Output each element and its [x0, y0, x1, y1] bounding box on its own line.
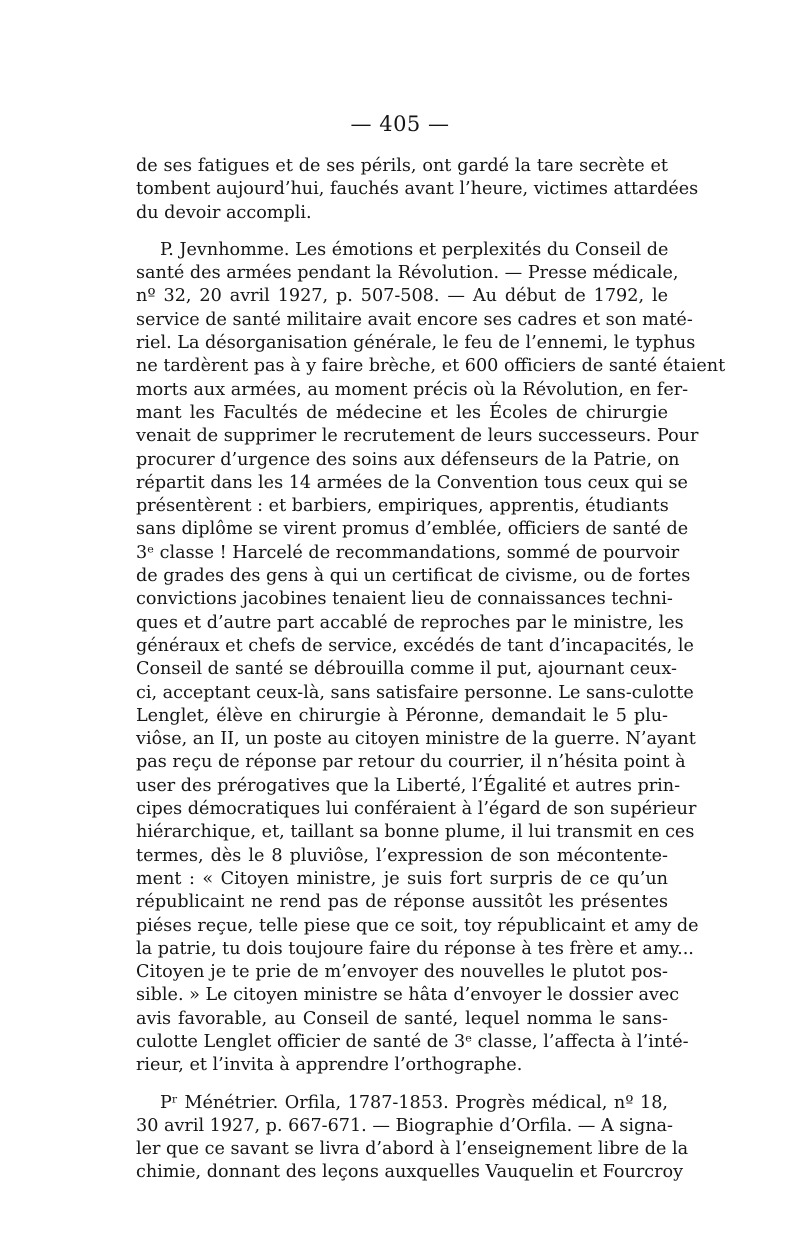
paragraph-2: [136, 239, 726, 1078]
text-line: généraux et chefs de service, excédés de tant d’incapacités, le: [136, 635, 694, 656]
text-line: Lenglet, élève en chirurgie à Péronne, demandait le 5 plu-: [136, 705, 668, 726]
text-line: ne tardèrent pas à y faire brèche, et 600 officiers de santé étaient: [136, 356, 726, 377]
text-line: hiérarchique, et, taillant sa bonne plume, il lui transmit en ces: [136, 822, 695, 843]
text-line: riel. La désorganisation générale, le feu de l’ennemi, le typhus: [136, 333, 696, 354]
text-line: termes, dès le 8 pluviôse, l’expression de son mécontente-: [136, 845, 668, 866]
text-line: ci, acceptant ceux-là, sans satisfaire personne. Le sans-culotte: [136, 682, 694, 703]
text-line: morts aux armées, au moment précis où la Révolution, en fer-: [136, 379, 689, 400]
text-line: sible. » Le citoyen ministre se hâta d’envoyer le dossier avec: [136, 985, 680, 1006]
page-number: — 405 —: [350, 112, 450, 136]
text-line: procurer d’urgence des soins aux défenseurs de la Patrie, on: [136, 449, 680, 470]
text-line: ler que ce savant se livra d’abord à l’enseignement libre de la: [136, 1139, 689, 1160]
text-line: culotte Lenglet officier de santé de 3ᵉ classe, l’affecta à l’inté-: [136, 1031, 689, 1052]
text-line: la patrie, tu dois toujoure faire du réponse à tes frère et amy...: [136, 938, 694, 959]
text-line: de grades des gens à qui un certificat de civisme, ou de fortes: [136, 566, 691, 587]
text-line: Pʳ Ménétrier. Orfila, 1787-1853. Progrès médical, nº 18,: [160, 1092, 668, 1113]
text-line: de ses fatigues et de ses périls, ont gardé la tare secrète et: [136, 156, 668, 176]
text-line: pas reçu de réponse par retour du courrier, il n’hésita point à: [136, 752, 686, 773]
paragraph-1: [136, 155, 699, 225]
text-line: du devoir accompli.: [136, 202, 312, 223]
body-text: [136, 155, 726, 1185]
text-line: 30 avril 1927, p. 667-671. — Biographie d’Orfila. — A signa-: [136, 1115, 673, 1136]
text-line: ques et d’autre part accablé de reproches par le ministre, les: [136, 612, 684, 633]
text-line: cipes démocratiques lui conféraient à l’égard de son supérieur: [136, 799, 697, 820]
text-line: républicaint ne rend pas de réponse aussitôt les présentes: [136, 892, 668, 913]
text-line: service de santé militaire avait encore ses cadres et son maté-: [136, 309, 693, 330]
text-line: Conseil de santé se débrouilla comme il put, ajournant ceux-: [136, 659, 677, 680]
text-line: avis favorable, au Conseil de santé, lequel nomma le sans-: [136, 1008, 668, 1029]
text-line: 3ᵉ classe ! Harcelé de recommandations, sommé de pourvoir: [136, 542, 680, 563]
text-line: sans diplôme se virent promus d’emblée, officiers de santé de: [136, 519, 689, 540]
text-line: venait de supprimer le recrutement de leurs successeurs. Pour: [136, 426, 699, 447]
text-line: santé des armées pendant la Révolution. — Presse médicale,: [136, 263, 679, 284]
text-line: ment : « Citoyen ministre, je suis fort surpris de ce qu’un: [136, 868, 668, 889]
text-line: Citoyen je te prie de m’envoyer des nouvelles le plutot pos-: [136, 962, 668, 983]
text-line: user des prérogatives que la Liberté, l’Égalité et autres prin-: [136, 775, 681, 796]
text-line: rieur, et l’invita à apprendre l’orthographe.: [136, 1055, 523, 1076]
text-line: chimie, donnant des leçons auxquelles Vauquelin et Fourcroy: [136, 1162, 684, 1183]
text-line: P. Jevnhomme. Les émotions et perplexités du Conseil de: [160, 239, 669, 260]
text-line: viôse, an II, un poste au citoyen ministre de la guerre. N’ayant: [136, 729, 696, 750]
text-line: répartit dans les 14 armées de la Convention tous ceux qui se: [136, 472, 688, 493]
text-line: présentèrent : et barbiers, empiriques, apprentis, étudiants: [136, 496, 669, 517]
paragraph-gap: [136, 1078, 668, 1092]
text-line: convictions jacobines tenaient lieu de connaissances techni-: [136, 589, 673, 610]
text-line: piéses reçue, telle piese que ce soit, toy républicaint et amy de: [136, 915, 699, 936]
text-line: mant les Facultés de médecine et les Écoles de chirurgie: [136, 402, 668, 423]
text-line: nº 32, 20 avril 1927, p. 507-508. — Au début de 1792, le: [136, 286, 668, 307]
paragraph-gap: [136, 225, 668, 239]
paragraph-3: [136, 1092, 689, 1185]
text-line: tombent aujourd’hui, fauchés avant l’heure, victimes attardées: [136, 179, 699, 200]
